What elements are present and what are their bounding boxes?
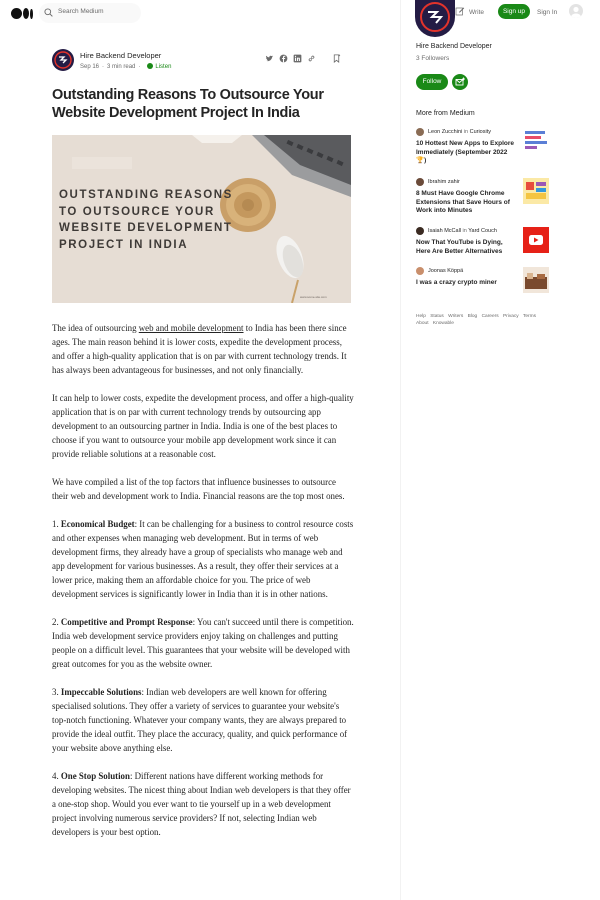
footer-links bbox=[416, 313, 551, 327]
footer-link[interactable]: Careers bbox=[481, 314, 499, 319]
medium-logo-icon[interactable] bbox=[11, 8, 33, 19]
user-avatar-icon[interactable] bbox=[569, 4, 583, 18]
sign-up-button[interactable]: Sign up bbox=[498, 4, 530, 19]
subscribe-button[interactable] bbox=[452, 74, 468, 90]
hero-caption bbox=[59, 187, 233, 253]
list-item: 3. Impeccable Solutions: Indian web developers are well known for offering specialised solutions. They offer a variety of services to guarantee your website's top-notch functioning. Whatever your company wants, they are always prepared to provide the ideal outfit. They place the accuracy, quality, and quick performance of your website above anything else. bbox=[52, 687, 348, 753]
youtube-icon bbox=[523, 227, 549, 253]
hero-line: PROJECT IN INDIA bbox=[59, 238, 189, 251]
rec-author: Joonas Köppä bbox=[428, 268, 464, 274]
listen-button[interactable]: Listen bbox=[155, 64, 172, 70]
hero-image bbox=[52, 135, 351, 303]
play-icon[interactable] bbox=[147, 63, 153, 69]
list-item: 1. Economical Budget: It can be challenging for a business to control resource costs and other expenses when managing web development. But in terms of web development firms, they already have a group of specialists who manage web and app development for various businesses. As a result, they offer their services at a lower price, making them an affordable choice for you. The price of web development services is significantly lower in India than it is in other nations. bbox=[52, 519, 354, 599]
list-item: 2. Competitive and Prompt Response: You can't succeed until there is competition. India web development service providers enjoy taking on challenges and putting people on a difficult level. This guarantees that your website will be developed with great outcomes for you as the website owner. bbox=[52, 617, 354, 669]
rec-author: Ibrahim zahir bbox=[428, 179, 460, 185]
author-logo-icon bbox=[415, 0, 455, 37]
article-body bbox=[52, 321, 354, 853]
footer-link[interactable]: Status bbox=[430, 314, 444, 319]
bookmark-icon[interactable] bbox=[332, 54, 341, 63]
write-icon[interactable] bbox=[455, 6, 465, 16]
copy-link-icon[interactable] bbox=[307, 54, 316, 63]
search-placeholder: Search Medium bbox=[58, 8, 104, 15]
rec-title[interactable]: I was a crazy crypto miner bbox=[416, 279, 497, 286]
footer-link[interactable]: Privacy bbox=[502, 314, 519, 319]
rec-thumbnail[interactable] bbox=[523, 178, 549, 204]
inline-link[interactable]: web and mobile development bbox=[138, 323, 244, 333]
follow-button[interactable]: Follow bbox=[416, 74, 448, 90]
rec-title[interactable]: 8 Must Have Google Chrome Extensions that Save Hours of Work into Minutes bbox=[416, 190, 510, 215]
twitter-icon[interactable] bbox=[265, 54, 274, 63]
hero-line: OUTSTANDING REASONS bbox=[59, 189, 233, 201]
linkedin-icon[interactable] bbox=[293, 54, 302, 63]
recommendation-item[interactable] bbox=[416, 128, 586, 170]
rec-title[interactable]: Now That YouTube is Dying, Here Are Better Alternatives bbox=[416, 239, 503, 255]
footer-link[interactable]: Terms bbox=[522, 314, 537, 319]
top-nav bbox=[0, 0, 400, 26]
paragraph: The idea of outsourcing web and mobile development to India has been there since ages. The main reason behind it is lower costs, expedite the development process, and offer a high-quality application that is on par with current technology trends. It has always been advantageous for businesses, and not only financially. bbox=[52, 323, 347, 375]
rec-thumbnail[interactable] bbox=[523, 227, 549, 253]
search-input[interactable] bbox=[39, 3, 141, 23]
rec-author-avatar bbox=[416, 227, 424, 235]
footer-link[interactable]: About bbox=[416, 321, 429, 326]
follower-count[interactable]: 3 Followers bbox=[416, 55, 450, 62]
recommendation-item[interactable] bbox=[416, 227, 586, 269]
author-logo-icon bbox=[52, 49, 74, 71]
footer-link[interactable]: Help bbox=[416, 314, 426, 319]
rec-title[interactable]: 10 Hottest New Apps to Explore Immediately (September 2022 🏆) bbox=[416, 140, 514, 165]
publish-date: Sep 16 bbox=[80, 64, 100, 70]
rec-author-avatar bbox=[416, 178, 424, 186]
paragraph: It can help to lower costs, expedite the development process, and offer a high-quality application that is on par with current technology trends by outsourcing app development to an outsourcing partner in India. India is one of the best places to choose if you want to outsource your mobile app development work since it can provide reliable solutions at a reasonable cost. bbox=[52, 393, 354, 459]
author-avatar[interactable] bbox=[52, 49, 74, 71]
sign-in-button[interactable]: Sign In bbox=[537, 9, 558, 16]
footer-link[interactable]: Writers bbox=[448, 314, 464, 319]
rec-author: Isaiah McCall in Yard Couch bbox=[428, 228, 497, 234]
rec-thumbnail[interactable] bbox=[523, 267, 549, 293]
facebook-icon[interactable] bbox=[279, 54, 288, 63]
right-sidebar bbox=[400, 0, 600, 900]
article-title: Outstanding Reasons To Outsource Your Website Development Project In India bbox=[52, 87, 324, 121]
read-time: 3 min read bbox=[107, 64, 136, 70]
article-meta: Sep 16 · 3 min read · Listen bbox=[80, 64, 172, 70]
author-name[interactable]: Hire Backend Developer bbox=[80, 51, 162, 60]
hero-credit: www.some-site.com bbox=[300, 295, 327, 299]
rec-author-avatar bbox=[416, 267, 424, 275]
author-row bbox=[52, 49, 352, 73]
rec-thumbnail[interactable] bbox=[523, 128, 549, 154]
list-item: 4. One Stop Solution: Different nations have different working methods for developing websites. The nicest thing about Indian web developers is that they offer a one-stop shop. Would you ever want to tie yourself up in a web development project involving numerous service providers? If not, selecting Indian web developers is your best option. bbox=[52, 771, 351, 837]
more-from-medium-heading: More from Medium bbox=[416, 110, 475, 117]
sidebar-author-avatar[interactable] bbox=[415, 0, 455, 37]
recommendation-item[interactable] bbox=[416, 178, 586, 220]
rec-author: Leon Zucchini in Curiosity bbox=[428, 129, 491, 135]
search-icon bbox=[44, 8, 53, 17]
hero-line: TO OUTSOURCE YOUR bbox=[59, 205, 215, 218]
write-button[interactable]: Write bbox=[469, 9, 485, 16]
mail-plus-icon bbox=[452, 74, 468, 90]
footer-link[interactable]: Knowable bbox=[432, 321, 454, 326]
sidebar-author-name[interactable]: Hire Backend Developer bbox=[416, 43, 492, 50]
hero-line: WEBSITE DEVELOPMENT bbox=[59, 222, 233, 234]
footer-link[interactable]: Blog bbox=[467, 314, 478, 319]
recommendation-item[interactable] bbox=[416, 267, 586, 309]
rec-author-avatar bbox=[416, 128, 424, 136]
paragraph: We have compiled a list of the top factors that influence businesses to outsource their web and development work to India. Financial reasons are the top most ones. bbox=[52, 477, 345, 501]
